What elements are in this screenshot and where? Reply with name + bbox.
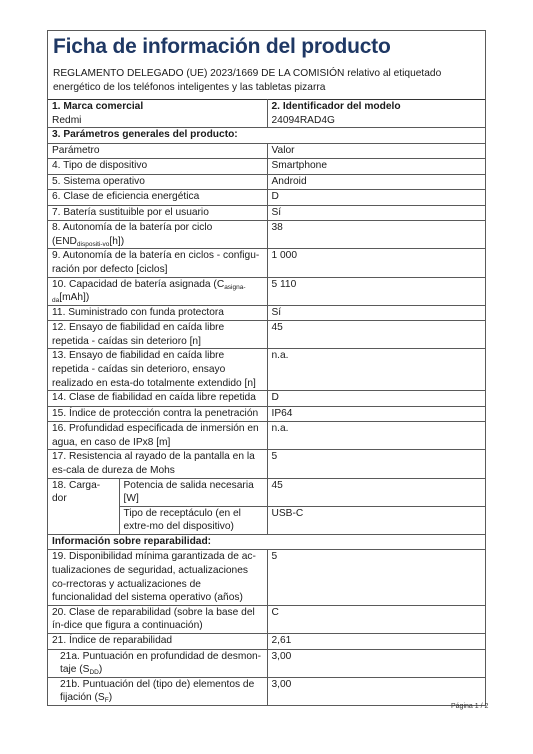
charger-label: 18. Carga-dor	[48, 478, 119, 534]
row-label	[48, 677, 267, 705]
label-subscript: asigna-da	[52, 283, 246, 305]
row-label: 21. Índice de reparabilidad	[48, 634, 267, 650]
row-label	[48, 221, 267, 249]
row-value: 2,61	[267, 634, 485, 650]
row-label	[48, 649, 267, 677]
model-value: 24094RAD4G	[271, 114, 335, 126]
table-row	[48, 677, 485, 705]
row-value: Smartphone	[267, 159, 485, 175]
row-label: 12. Ensayo de fiabilidad en caída libre repetida - caídas sin deterioro [n]	[48, 321, 267, 349]
product-info-sheet	[47, 30, 486, 706]
section-header-repairability: Información sobre reparabilidad:	[48, 534, 485, 550]
label-text: 10. Capacidad de batería asignada (C	[52, 278, 225, 290]
row-value: 5	[267, 450, 485, 478]
table-row	[48, 321, 485, 349]
table-row	[48, 450, 485, 478]
model-cell	[267, 100, 485, 128]
row-label: 4. Tipo de dispositivo	[48, 159, 267, 175]
table-row	[48, 305, 485, 321]
table-row	[48, 349, 485, 391]
row-label: 20. Clase de reparabilidad (sobre la base del ín-dice que figura a continuación)	[48, 605, 267, 633]
brand-label: 1. Marca comercial	[52, 101, 144, 112]
table-row	[48, 406, 485, 422]
table-row	[48, 128, 485, 144]
table-row	[48, 174, 485, 190]
row-value: IP64	[267, 406, 485, 422]
table-row	[48, 605, 485, 633]
row-value: 3,00	[267, 649, 485, 677]
table-row	[48, 159, 485, 175]
table-row	[48, 649, 485, 677]
row-label: 19. Disponibilidad mínima garantizada de ac-tualizaciones de seguridad, actualizaciones co-rrectoras y actualizaciones de funcionalidad del sistema operativo (años)	[48, 550, 267, 605]
row-value: n.a.	[267, 422, 485, 450]
label-text: )	[98, 664, 103, 676]
label-text: 21b. Puntuación del (tipo de) elementos de fijación (S	[60, 678, 255, 704]
row-value: Sí	[267, 205, 485, 221]
row-label: 14. Clase de fiabilidad en caída libre repetida	[48, 391, 267, 407]
row-value: D	[267, 190, 485, 206]
table-row	[48, 190, 485, 206]
table-row	[48, 205, 485, 221]
row-value: 5	[267, 550, 485, 605]
table-row	[48, 100, 485, 128]
row-value: Android	[267, 174, 485, 190]
column-header-value: Valor	[267, 143, 485, 159]
label-subscript: dispositi-vo	[76, 240, 110, 248]
label-text: [mAh])	[59, 292, 90, 304]
charger-power-label: Potencia de salida necesaria [W]	[119, 478, 267, 506]
table-row	[48, 478, 485, 506]
row-value: Sí	[267, 305, 485, 321]
table-row	[48, 277, 485, 305]
table-row	[48, 422, 485, 450]
row-label: 15. Índice de protección contra la penetración	[48, 406, 267, 422]
row-label	[48, 277, 267, 305]
row-label: 16. Profundidad especificada de inmersión en agua, en caso de IPx8 [m]	[48, 422, 267, 450]
page-title: Ficha de información del producto	[53, 35, 391, 58]
row-label: 11. Suministrado con funda protectora	[48, 305, 267, 321]
label-subscript: DD	[89, 669, 99, 677]
row-value: 5 110	[267, 277, 485, 305]
column-header-parameter: Parámetro	[48, 143, 267, 159]
label-text: 8. Autonomía de la batería por ciclo (END	[52, 222, 213, 247]
row-label: 9. Autonomía de la batería en ciclos - configu-ración por defecto [ciclos]	[48, 249, 267, 277]
section-header-general: 3. Parámetros generales del producto:	[48, 128, 485, 144]
row-label: 17. Resistencia al rayado de la pantalla en la es-cala de dureza de Mohs	[48, 450, 267, 478]
table-row	[48, 550, 485, 605]
row-value: 38	[267, 221, 485, 249]
model-label: 2. Identificador del modelo	[271, 101, 401, 112]
label-text: )	[108, 692, 113, 704]
table-row	[48, 391, 485, 407]
product-parameters-table	[48, 99, 485, 705]
table-row	[48, 634, 485, 650]
charger-receptacle-label: Tipo de receptáculo (en el extre-mo del dispositivo)	[119, 506, 267, 534]
row-value: 3,00	[267, 677, 485, 705]
label-text: [h])	[109, 235, 125, 247]
brand-value: Redmi	[52, 114, 82, 126]
regulation-subtitle: REGLAMENTO DELEGADO (UE) 2023/1669 DE LA COMISIÓN relativo al etiquetado energético de los teléfonos inteligentes y las tabletas pizarra	[53, 68, 442, 93]
table-row	[48, 534, 485, 550]
row-value: n.a.	[267, 349, 485, 391]
row-label: 5. Sistema operativo	[48, 174, 267, 190]
page-number: Página 1 / 2	[451, 703, 489, 710]
label-text: 21a. Puntuación en profundidad de desmon-taje (S	[60, 650, 262, 676]
brand-cell	[48, 100, 267, 128]
label-subscript: F	[104, 697, 109, 705]
row-value: D	[267, 391, 485, 407]
row-label: 6. Clase de eficiencia energética	[48, 190, 267, 206]
row-value: 45	[267, 321, 485, 349]
table-row	[48, 221, 485, 249]
table-row	[48, 249, 485, 277]
table-row	[48, 143, 485, 159]
row-value: 1 000	[267, 249, 485, 277]
row-value: C	[267, 605, 485, 633]
row-label: 13. Ensayo de fiabilidad en caída libre repetida - caídas sin deterioro, ensayo realizado en esta-do totalmente extendido [n]	[48, 349, 267, 391]
charger-receptacle-value: USB-C	[267, 506, 485, 534]
row-label: 7. Batería sustituible por el usuario	[48, 205, 267, 221]
charger-power-value: 45	[267, 478, 485, 506]
